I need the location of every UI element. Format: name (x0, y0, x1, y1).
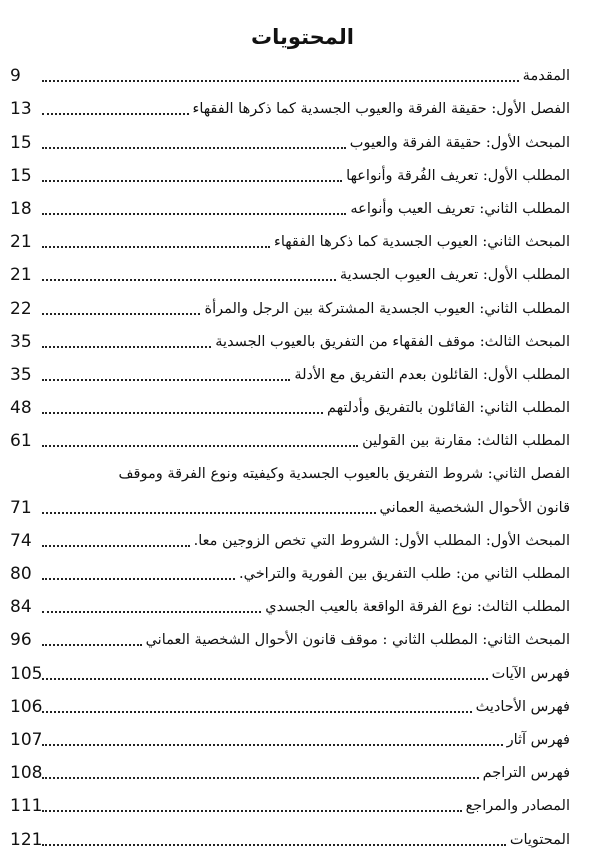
toc-entry-title: المطلب الثالث: نوع الفرقة الواقعة بالعيب الجسدي (265, 599, 570, 616)
toc-entry-title: المطلب الثاني: القائلون بالتفريق وأدلتهم (327, 400, 570, 417)
toc-entry-title: المحتويات (509, 831, 570, 848)
toc-entry-title: المبحث الثاني: المطلب الثاني : موقف قانون الأحوال الشخصية العماني (145, 632, 570, 649)
toc-row[interactable] (10, 356, 570, 389)
toc-entry-title: المبحث الثالث: موقف الفقهاء من التفريق بالعيوب الجسدية (215, 333, 570, 350)
toc-row[interactable] (10, 621, 570, 654)
toc-row[interactable] (10, 323, 570, 356)
dot-leader (42, 113, 189, 115)
toc-entry-title: المطلب الأول: القائلون بعدم التفريق مع الأدلة (294, 366, 570, 383)
dot-leader (42, 578, 235, 580)
toc-entry-title: فهرس الآيات (491, 665, 570, 682)
chapter-two-title-line1: الفصل الثاني: شروط التفريق بالعيوب الجسدية وكيفيته ونوع الفرقة وموقف (118, 466, 570, 483)
toc-row[interactable] (10, 289, 570, 322)
dot-leader (42, 246, 270, 248)
page-title: المحتويات (251, 25, 354, 49)
toc-row[interactable] (10, 57, 570, 90)
toc-entry-title: المطلب الثاني: تعريف العيب وأنواعه (350, 200, 570, 217)
toc-row[interactable] (10, 721, 570, 754)
toc-page-number: 15 (10, 165, 32, 186)
toc-row[interactable] (10, 157, 570, 190)
dot-leader (42, 346, 211, 348)
dot-leader (42, 180, 342, 182)
toc-row[interactable] (10, 190, 570, 223)
toc-page-number: 105 (10, 663, 43, 684)
dot-leader (42, 678, 488, 680)
toc-entry-title: المبحث الثاني: العيوب الجسدية كما ذكرها الفقهاء (274, 234, 570, 251)
toc-page-number: 35 (10, 331, 32, 352)
chapter-two-block (10, 455, 570, 521)
toc-page-number: 74 (10, 530, 32, 551)
toc-entry-title: المطلب الثالث: مقارنة بين القولين (362, 433, 570, 450)
dot-leader (42, 711, 472, 713)
toc-page-number: 61 (10, 431, 32, 452)
toc-page-number: 111 (10, 796, 43, 817)
toc-row[interactable] (10, 223, 570, 256)
toc-page-number: 108 (10, 763, 43, 784)
dot-leader (42, 810, 462, 812)
toc-entry-title: فهرس التراجم (482, 765, 570, 782)
toc-row[interactable] (10, 588, 570, 621)
dot-leader (42, 744, 503, 746)
chapter-two-title-line2: قانون الأحوال الشخصية العماني (379, 499, 570, 516)
toc-row[interactable] (10, 820, 570, 853)
toc-page-number: 96 (10, 630, 32, 651)
toc-row[interactable] (10, 522, 570, 555)
dot-leader (42, 379, 290, 381)
toc-page-number: 121 (10, 829, 43, 850)
toc-page-number: 21 (10, 265, 32, 286)
dot-leader (42, 80, 519, 82)
toc-entry-title: المطلب الثاني من: طلب التفريق بين الفورية والتراخي. (239, 566, 570, 583)
toc-page-number: 9 (10, 66, 21, 87)
toc-page-number: 21 (10, 232, 32, 253)
toc-entry-title: المطلب الأول: تعريف الفُرقة وأنواعها (346, 167, 570, 184)
toc-entry-title: الفصل الأول: حقيقة الفرقة والعيوب الجسدية كما ذكرها الفقهاء (192, 101, 570, 118)
toc-row[interactable] (10, 422, 570, 455)
dot-leader (42, 279, 336, 281)
dot-leader (42, 844, 506, 846)
dot-leader (42, 147, 346, 149)
toc-page-number: 13 (10, 99, 32, 120)
dot-leader (42, 512, 376, 514)
toc-page-number: 71 (10, 497, 32, 518)
dot-leader (42, 313, 200, 315)
toc-row[interactable] (10, 787, 570, 820)
toc-row[interactable] (10, 389, 570, 422)
dot-leader (42, 611, 261, 613)
toc-entry-title: المصادر والمراجع (465, 798, 570, 815)
toc-page-number: 106 (10, 696, 43, 717)
dot-leader (42, 545, 190, 547)
toc-page-number: 22 (10, 298, 32, 319)
toc-page-number: 48 (10, 398, 32, 419)
toc-page-number: 80 (10, 564, 32, 585)
toc-row[interactable] (10, 555, 570, 588)
toc-page-number: 107 (10, 729, 43, 750)
toc-page-number: 35 (10, 364, 32, 385)
toc-page-number: 18 (10, 198, 32, 219)
dot-leader (42, 412, 323, 414)
toc-entry-title: المبحث الأول: المطلب الأول: الشروط التي تخص الزوجين معا. (193, 532, 570, 549)
dot-leader (42, 213, 346, 215)
toc-row[interactable] (10, 688, 570, 721)
dot-leader (42, 644, 142, 646)
toc-entry-title: المقدمة (522, 68, 570, 85)
toc-row-chapter-two[interactable] (10, 455, 570, 521)
toc-row[interactable] (10, 256, 570, 289)
table-of-contents (10, 57, 570, 854)
toc-entry-title: المبحث الأول: حقيقة الفرقة والعيوب (349, 134, 570, 151)
toc-entry-title: فهرس آثار (506, 731, 570, 748)
toc-row[interactable] (10, 90, 570, 123)
toc-entry-title: فهرس الأحاديث (475, 698, 570, 715)
toc-row[interactable] (10, 123, 570, 156)
chapter-two-line2 (10, 488, 570, 521)
toc-page-number: 15 (10, 132, 32, 153)
toc-row[interactable] (10, 754, 570, 787)
toc-row[interactable] (10, 654, 570, 687)
dot-leader (42, 777, 479, 779)
toc-page-number: 84 (10, 597, 32, 618)
toc-entry-title: المطلب الأول: تعريف العيوب الجسدية (339, 267, 570, 284)
toc-entry-title: المطلب الثاني: العيوب الجسدية المشتركة بين الرجل والمرأة (204, 300, 570, 317)
dot-leader (42, 445, 358, 447)
